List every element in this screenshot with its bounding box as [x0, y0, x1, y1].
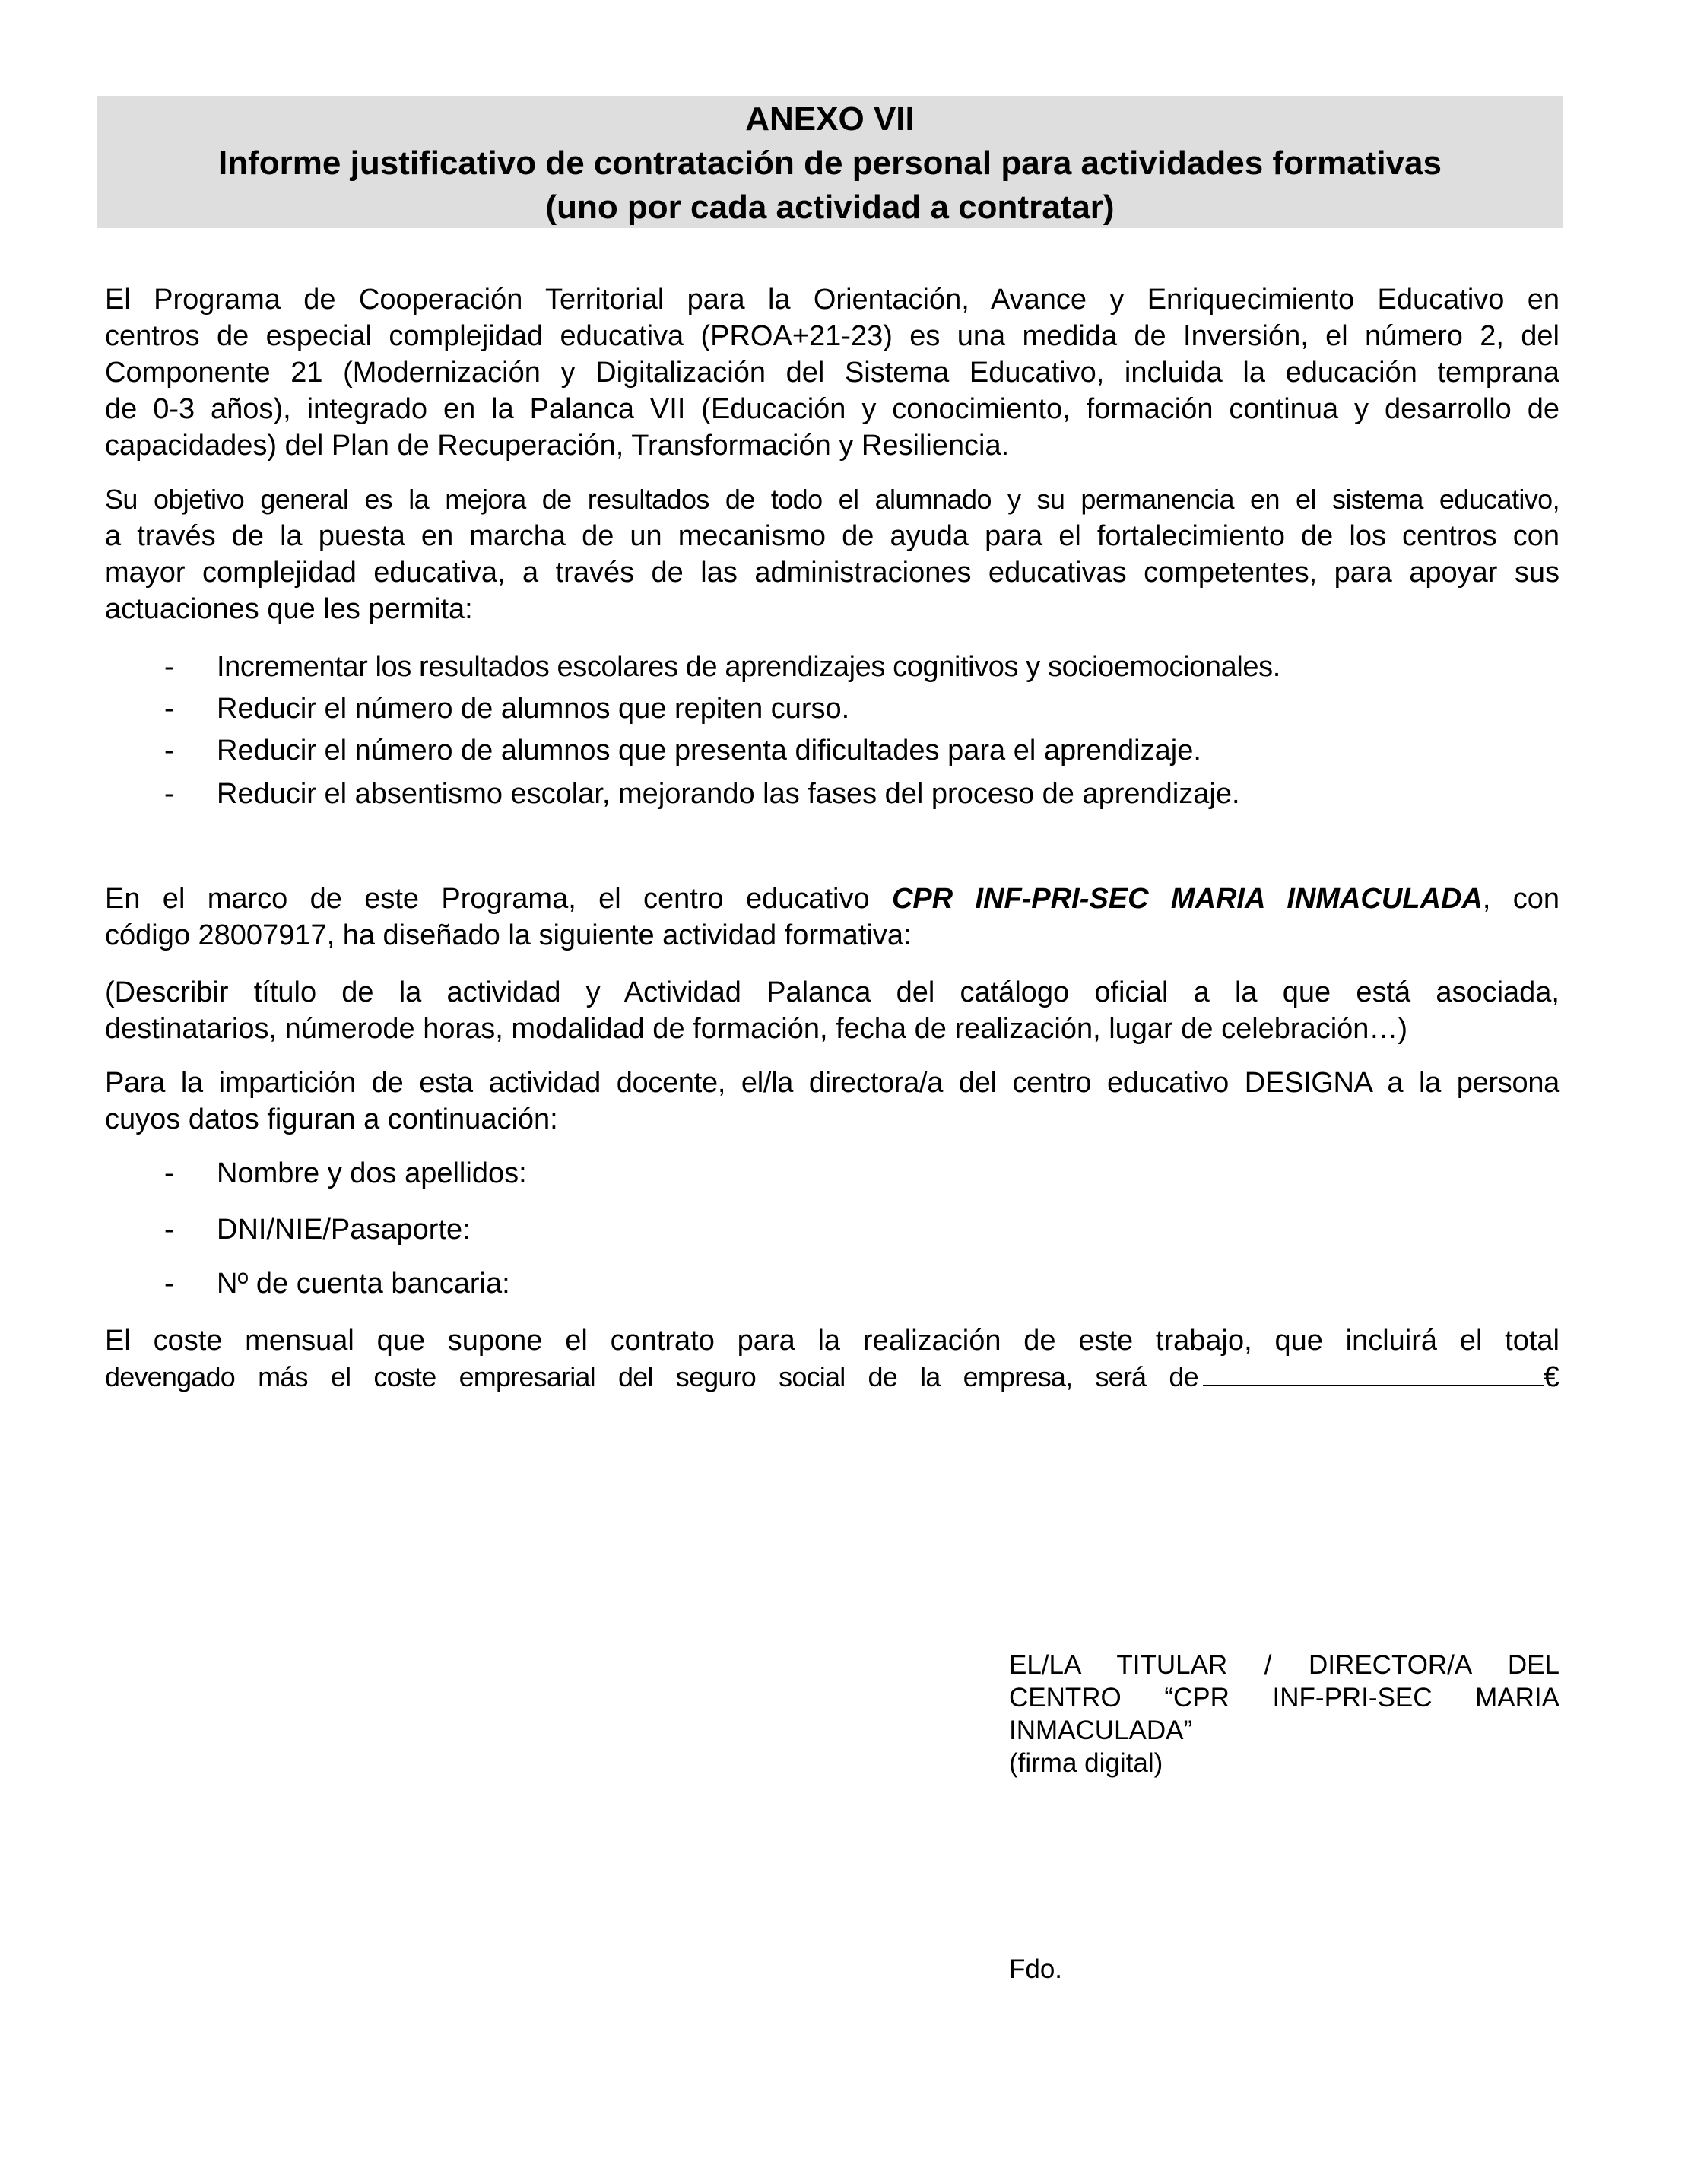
annex-title: ANEXO VII	[745, 100, 915, 138]
text-line: Para la impartición de esta actividad docente, el/la directora/a del centro educativo DESIGNA a la persona	[105, 1067, 1559, 1099]
intro-paragraph	[105, 281, 1559, 464]
signature-line: CENTRO “CPR INF-PRI-SEC MARIA	[1009, 1683, 1559, 1713]
field-label: DNI/NIE/Pasaporte:	[217, 1214, 471, 1246]
signature-line: INMACULADA”	[1009, 1716, 1193, 1745]
list-item-text: Reducir el número de alumnos que repiten curso.	[217, 693, 850, 725]
list-item	[164, 649, 1280, 685]
instruction-paragraph	[105, 974, 1559, 1047]
text-line: (Describir título de la actividad y Actividad Palanca del catálogo oficial a la que está asociada,	[105, 976, 1559, 1008]
bullet-dash: -	[164, 651, 174, 683]
designation-paragraph	[105, 1065, 1559, 1138]
bullet-dash: -	[164, 735, 174, 767]
bullet-dash: -	[164, 1268, 174, 1300]
document-subtitle-note: (uno por cada actividad a contratar)	[545, 189, 1115, 226]
text-line	[105, 1359, 1559, 1395]
text-line: código 28007917, ha diseñado la siguiente actividad formativa:	[105, 919, 912, 951]
bullet-dash: -	[164, 693, 174, 725]
bullet-dash: -	[164, 778, 174, 810]
text-line: capacidades) del Plan de Recuperación, Transformación y Resiliencia.	[105, 430, 1010, 462]
list-item-text: Reducir el número de alumnos que presenta dificultades para el aprendizaje.	[217, 735, 1201, 767]
text-line: El coste mensual que supone el contrato para la realización de este trabajo, que incluirá el total	[105, 1325, 1559, 1357]
bullet-dash: -	[164, 1157, 174, 1189]
school-name: CPR INF-PRI-SEC MARIA INMACULADA	[891, 883, 1483, 915]
text-line: El Programa de Cooperación Territorial para la Orientación, Avance y Enriquecimiento Educativo en	[105, 284, 1559, 316]
bullet-dash: -	[164, 1214, 174, 1246]
list-item	[164, 690, 849, 727]
field-name	[164, 1155, 527, 1192]
document-title: Informe justificativo de contratación de personal para actividades formativas	[218, 144, 1442, 182]
signed-by-label: Fdo.	[1009, 1954, 1063, 1984]
currency-symbol: €	[1543, 1361, 1559, 1393]
text-line: Su objetivo general es la mejora de resultados de todo el alumnado y su permanencia en el sistema educativo,	[105, 484, 1559, 515]
field-label: Nº de cuenta bancaria:	[217, 1268, 510, 1300]
activity-paragraph	[105, 881, 1559, 954]
list-item	[164, 732, 1201, 769]
text-line: actuaciones que les permita:	[105, 593, 473, 625]
list-item	[164, 776, 1240, 812]
cost-paragraph	[105, 1322, 1559, 1395]
text-segment: En el marco de este Programa, el centro educativo	[105, 883, 870, 915]
text-line: Componente 21 (Modernización y Digitalización del Sistema Educativo, incluida la educación temprana	[105, 357, 1559, 389]
objective-paragraph	[105, 481, 1559, 627]
field-label: Nombre y dos apellidos:	[217, 1157, 527, 1189]
text-segment: devengado más el coste empresarial del seguro social de la empresa, será de	[105, 1361, 1198, 1392]
text-line: mayor complejidad educativa, a través de las administraciones educativas competentes, para apoyar sus	[105, 557, 1559, 589]
amount-blank	[1203, 1359, 1544, 1386]
text-line	[105, 881, 1559, 917]
text-line: cuyos datos figuran a continuación:	[105, 1103, 558, 1135]
text-line: a través de la puesta en marcha de un mecanismo de ayuda para el fortalecimiento de los centros con	[105, 520, 1559, 552]
list-item-text: Incrementar los resultados escolares de aprendizajes cognitivos y socioemocionales.	[217, 651, 1280, 683]
list-item-text: Reducir el absentismo escolar, mejorando las fases del proceso de aprendizaje.	[217, 778, 1240, 810]
text-line: de 0-3 años), integrado en la Palanca VII (Educación y conocimiento, formación continua y desarrollo de	[105, 393, 1559, 425]
text-line: centros de especial complejidad educativa (PROA+21-23) es una medida de Inversión, el número 2, del	[105, 320, 1559, 352]
signature-note: (firma digital)	[1009, 1748, 1163, 1778]
field-id-document	[164, 1211, 471, 1248]
signature-block	[1009, 1649, 1559, 1779]
document-header	[97, 96, 1563, 228]
text-line: destinatarios, númerode horas, modalidad de formación, fecha de realización, lugar de celebración…)	[105, 1013, 1408, 1045]
signature-line: EL/LA TITULAR / DIRECTOR/A DEL	[1009, 1650, 1559, 1680]
text-segment: , con	[1482, 883, 1559, 915]
field-bank-account	[164, 1265, 510, 1302]
